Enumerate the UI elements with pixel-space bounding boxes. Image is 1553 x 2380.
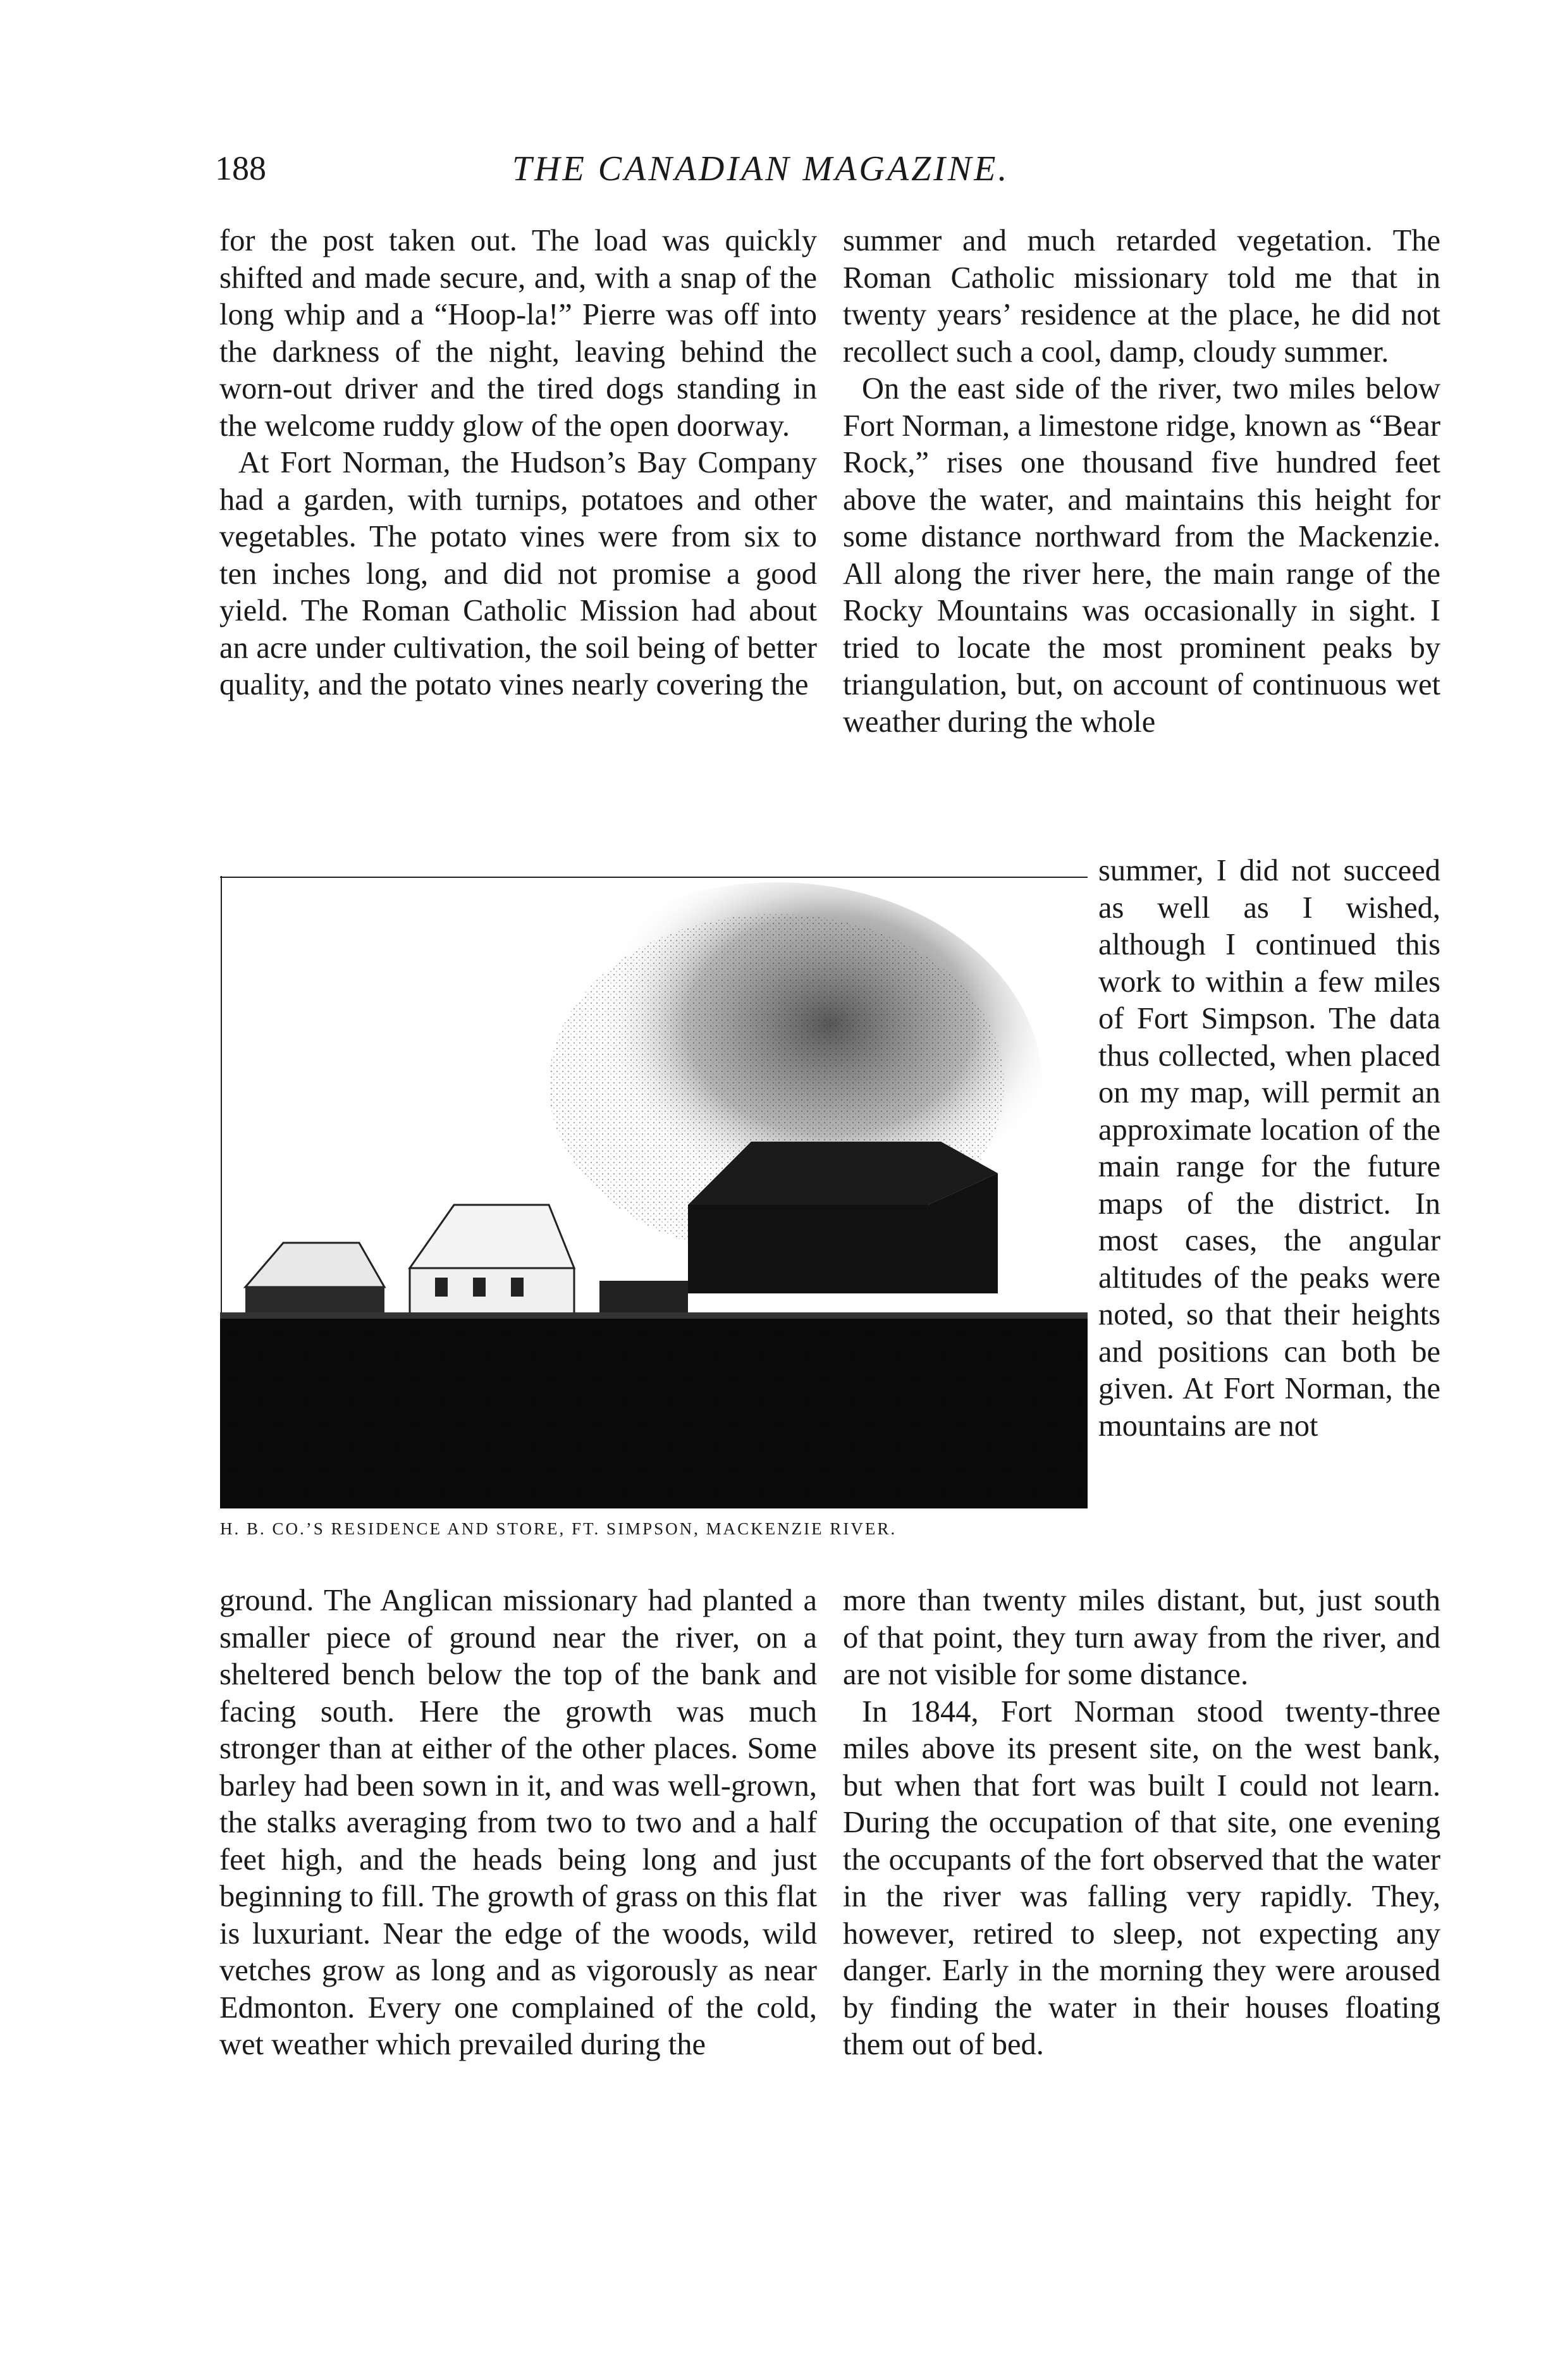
right-column-top <box>843 223 1440 741</box>
paragraph: ground. The Anglican missionary had planted a smaller piece of ground near the river, on a sheltered bench below the top of the bank and facing south. Here the growth was much stronger than at either of the other places. Some barley had been sown in it, and was well-grown, the stalks averaging from two to two and a half feet high, and the heads being long and just beginning to fill. The growth of grass on this flat is luxuriant. Near the edge of the woods, wild vetches grow as long and as vigorously as near Edmonton. Every one complained of the cold, wet weather which prevailed during the <box>219 1584 817 2061</box>
right-column-bottom <box>843 1582 1440 2064</box>
photograph-fort-simpson <box>220 876 1088 1508</box>
paragraph: At Fort Norman, the Hudson’s Bay Company had a garden, with turnips, potatoes and other vegetables. The potato vines were from six to ten inches long, and did not promise a good yield. The Roman Catholic Mission had about an acre under cultivation, the soil being of better quality, and the potato vines nearly covering the <box>219 446 817 701</box>
right-column-wrap <box>1098 853 1440 1445</box>
paragraph: summer, I did not succeed as well as I wished, although I continued this work to within a few miles of Fort Simpson. The data thus collected, when placed on my map, will permit an approximate location of the main range for the future maps of the district. In most cases, the angular altitudes of the peaks were noted, so that their heights and positions can both be given. At Fort Norman, the mountains are not <box>1098 854 1440 1443</box>
paragraph: In 1844, Fort Norman stood twenty-three miles above its present site, on the west bank, but when that fort was built I could not learn. During the occupation of that site, one evening the occupants of the fort observed that the water in the river was falling very rapidly. They, however, retired to sleep, not expecting any danger. Early in the morning they were aroused by finding the water in their houses floating them out of bed. <box>843 1694 1440 2061</box>
left-column-top <box>219 223 817 704</box>
paragraph: for the post taken out. The load was quickly shifted and made secure, and, with a snap of the long whip and a “Hoop-la!” Pierre was off into the darkness of the night, leaving behind the worn-out driver and the tired dogs standing in the welcome ruddy glow of the open doorway. <box>219 224 817 443</box>
paragraph: On the east side of the river, two miles below Fort Norman, a limestone ridge, known as “Bear Rock,” rises one thousand five hundred feet above the water, and maintains this height for some distance northward from the Mackenzie. All along the river here, the main range of the Rocky Mountains was occasionally in sight. I tried to locate the most prominent peaks by triangulation, but, on account of continuous wet weather during the whole <box>843 372 1440 739</box>
left-column-bottom <box>219 1582 817 2064</box>
running-title: THE CANADIAN MAGAZINE. <box>512 149 1010 188</box>
page-number: 188 <box>215 149 266 187</box>
photo-illustration <box>220 876 1088 1508</box>
figure-caption: H. B. CO.’S RESIDENCE AND STORE, FT. SIMPSON, MACKENZIE RIVER. <box>220 1519 897 1538</box>
page-header <box>215 149 1467 199</box>
paragraph: summer and much retarded vegetation. The Roman Catholic missionary told me that in twenty years’ residence at the place, he did not recollect such a cool, damp, cloudy summer. <box>843 224 1440 369</box>
paragraph: more than twenty miles distant, but, just south of that point, they turn away from the river, and are not visible for some distance. <box>843 1584 1440 1691</box>
